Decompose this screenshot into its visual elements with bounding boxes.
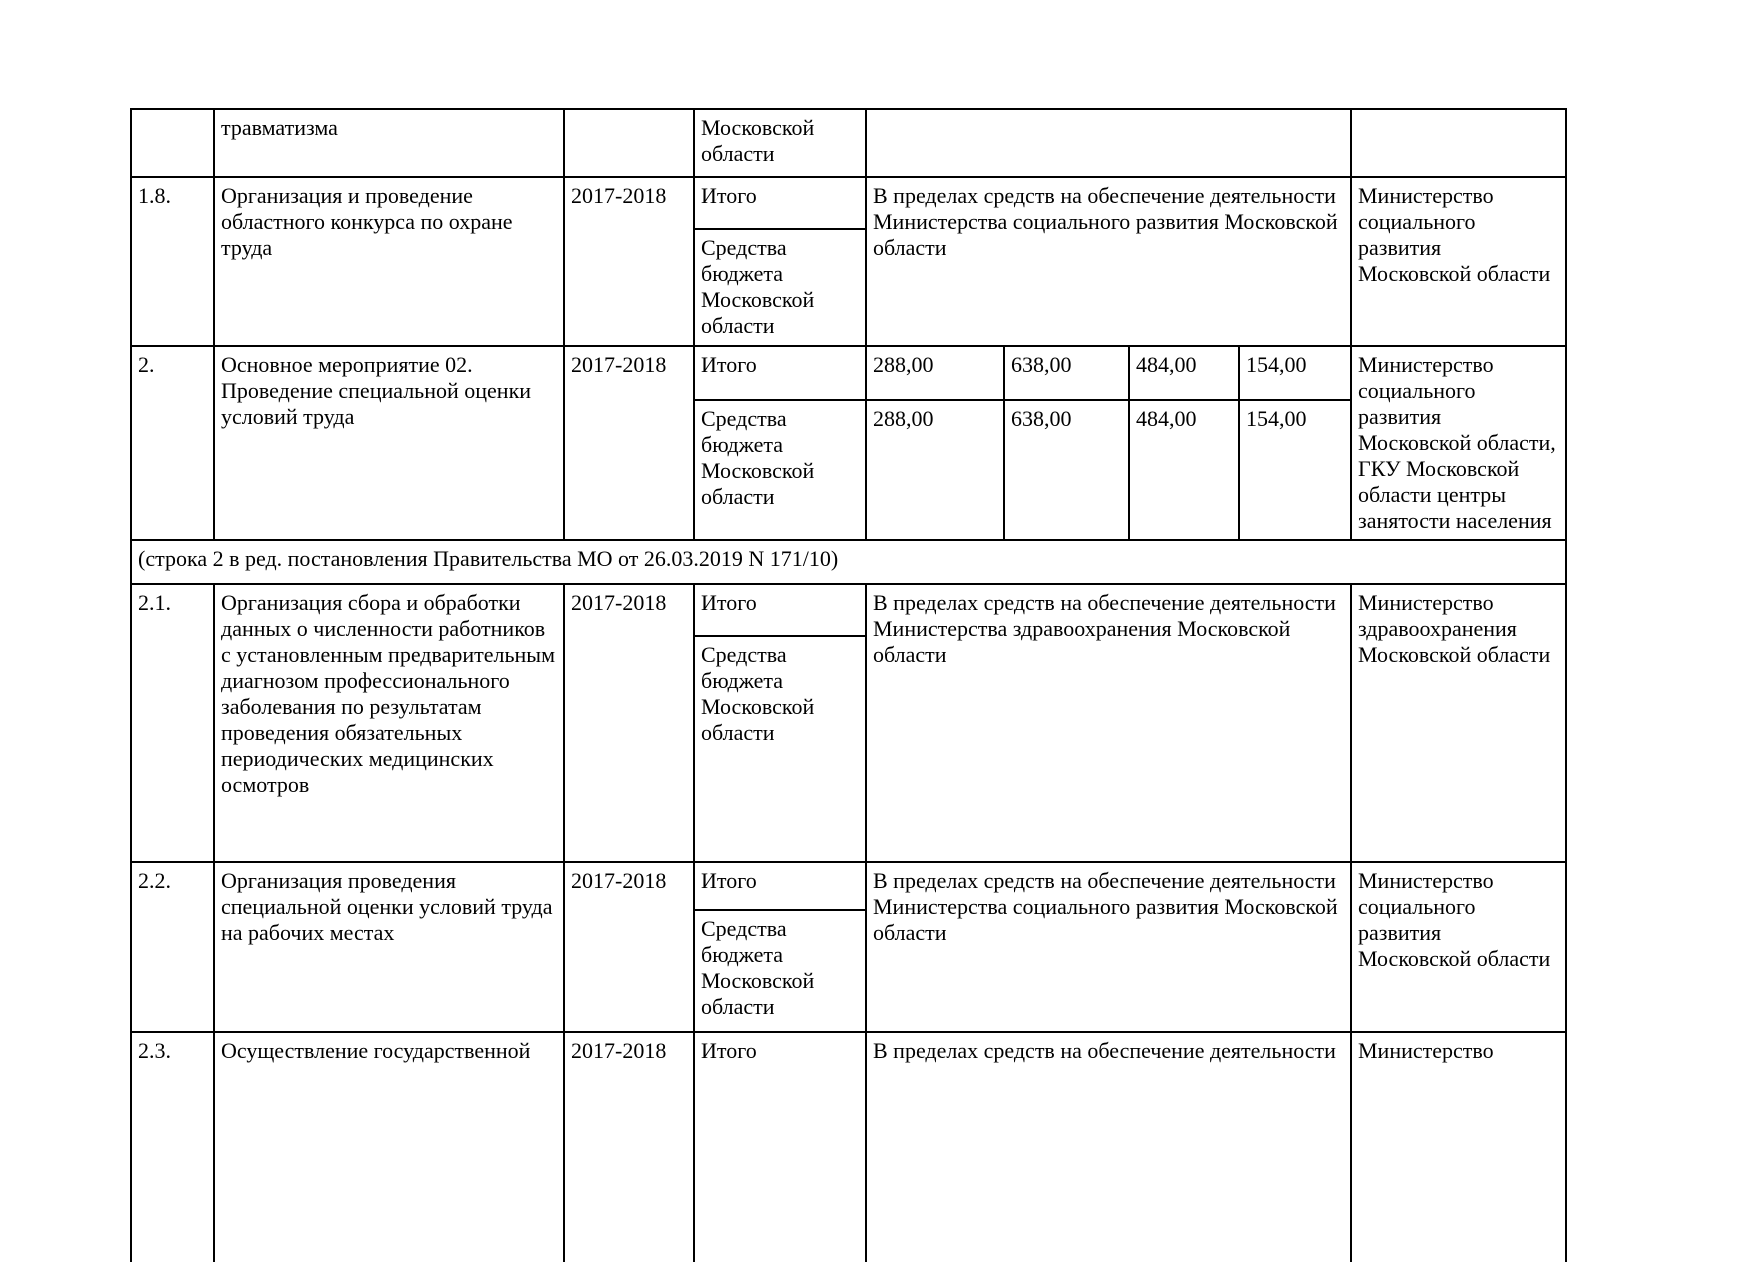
cell-executor: Министерство здравоохранения Московской области	[1351, 584, 1566, 862]
cell-funds-note: В пределах средств на обеспечение деятельности Министерства социального развития Московской области	[866, 177, 1351, 346]
cell-funding-source-total: Итого	[694, 1032, 866, 1262]
cell-funding-source-total: Итого	[694, 584, 866, 636]
cell-amounts-empty	[866, 109, 1351, 177]
cell-funds-note: В пределах средств на обеспечение деятельности	[866, 1032, 1351, 1262]
cell-years: 2017-2018	[564, 346, 694, 540]
cell-funding-source-budget: Средства бюджета Московской области	[694, 636, 866, 862]
document-page	[130, 108, 1565, 1262]
cell-funds-note: В пределах средств на обеспечение деятельности Министерства социального развития Московской области	[866, 862, 1351, 1032]
cell-funding-source-budget: Средства бюджета Московской области	[694, 229, 866, 346]
cell-years: 2017-2018	[564, 1032, 694, 1262]
cell-amount: 638,00	[1004, 400, 1129, 540]
amendment-note: (строка 2 в ред. постановления Правительства МО от 26.03.2019 N 171/10)	[131, 540, 1566, 584]
table-row-1-8-total	[131, 177, 1566, 229]
table-row-amendment-note	[131, 540, 1566, 584]
cell-activity-description: Организация и проведение областного конкурса по охране труда	[214, 177, 564, 346]
cell-years-empty	[564, 109, 694, 177]
cell-funds-note: В пределах средств на обеспечение деятельности Министерства здравоохранения Московской области	[866, 584, 1351, 862]
cell-amount: 638,00	[1004, 346, 1129, 400]
table-row-continuation	[131, 109, 1566, 177]
table-row-2-3-total	[131, 1032, 1566, 1262]
cell-row-number: 2.2.	[131, 862, 214, 1032]
cell-activity-description: Осуществление государственной	[214, 1032, 564, 1262]
cell-executor: Министерство социального развития Московской области	[1351, 177, 1566, 346]
cell-executor: Министерство социального развития Московской области	[1351, 862, 1566, 1032]
cell-row-number: 2.	[131, 346, 214, 540]
cell-funding-source-total: Итого	[694, 346, 866, 400]
table-row-2-1-total	[131, 584, 1566, 636]
cell-amount: 154,00	[1239, 346, 1351, 400]
cell-activity-description: Основное мероприятие 02. Проведение специальной оценки условий труда	[214, 346, 564, 540]
cell-years: 2017-2018	[564, 584, 694, 862]
cell-funding-source-total: Итого	[694, 862, 866, 910]
cell-years: 2017-2018	[564, 862, 694, 1032]
cell-executor: Министерство	[1351, 1032, 1566, 1262]
program-activities-table	[130, 108, 1567, 1262]
cell-funding-source-budget: Средства бюджета Московской области	[694, 400, 866, 540]
cell-funding-source-budget: Средства бюджета Московской области	[694, 910, 866, 1032]
cell-amount: 288,00	[866, 346, 1004, 400]
cell-row-number: 1.8.	[131, 177, 214, 346]
cell-executor-empty	[1351, 109, 1566, 177]
cell-row-number-empty	[131, 109, 214, 177]
table-row-2-2-total	[131, 862, 1566, 910]
cell-activity-description: Организация сбора и обработки данных о численности работников с установленным предварительным диагнозом профессионального заболевания по результатам проведения обязательных периодических медицинских осмотров	[214, 584, 564, 862]
cell-activity-description: Организация проведения специальной оценки условий труда на рабочих местах	[214, 862, 564, 1032]
cell-amount: 484,00	[1129, 346, 1239, 400]
cell-executor: Министерство социального развития Московской области, ГКУ Московской области центры занятости населения	[1351, 346, 1566, 540]
cell-amount: 288,00	[866, 400, 1004, 540]
cell-amount: 484,00	[1129, 400, 1239, 540]
cell-years: 2017-2018	[564, 177, 694, 346]
cell-row-number: 2.1.	[131, 584, 214, 862]
cell-row-number: 2.3.	[131, 1032, 214, 1262]
table-row-2-total	[131, 346, 1566, 400]
cell-activity-description-tail: травматизма	[214, 109, 564, 177]
cell-amount: 154,00	[1239, 400, 1351, 540]
cell-funding-source-tail: Московской области	[694, 109, 866, 177]
cell-funding-source-total: Итого	[694, 177, 866, 229]
